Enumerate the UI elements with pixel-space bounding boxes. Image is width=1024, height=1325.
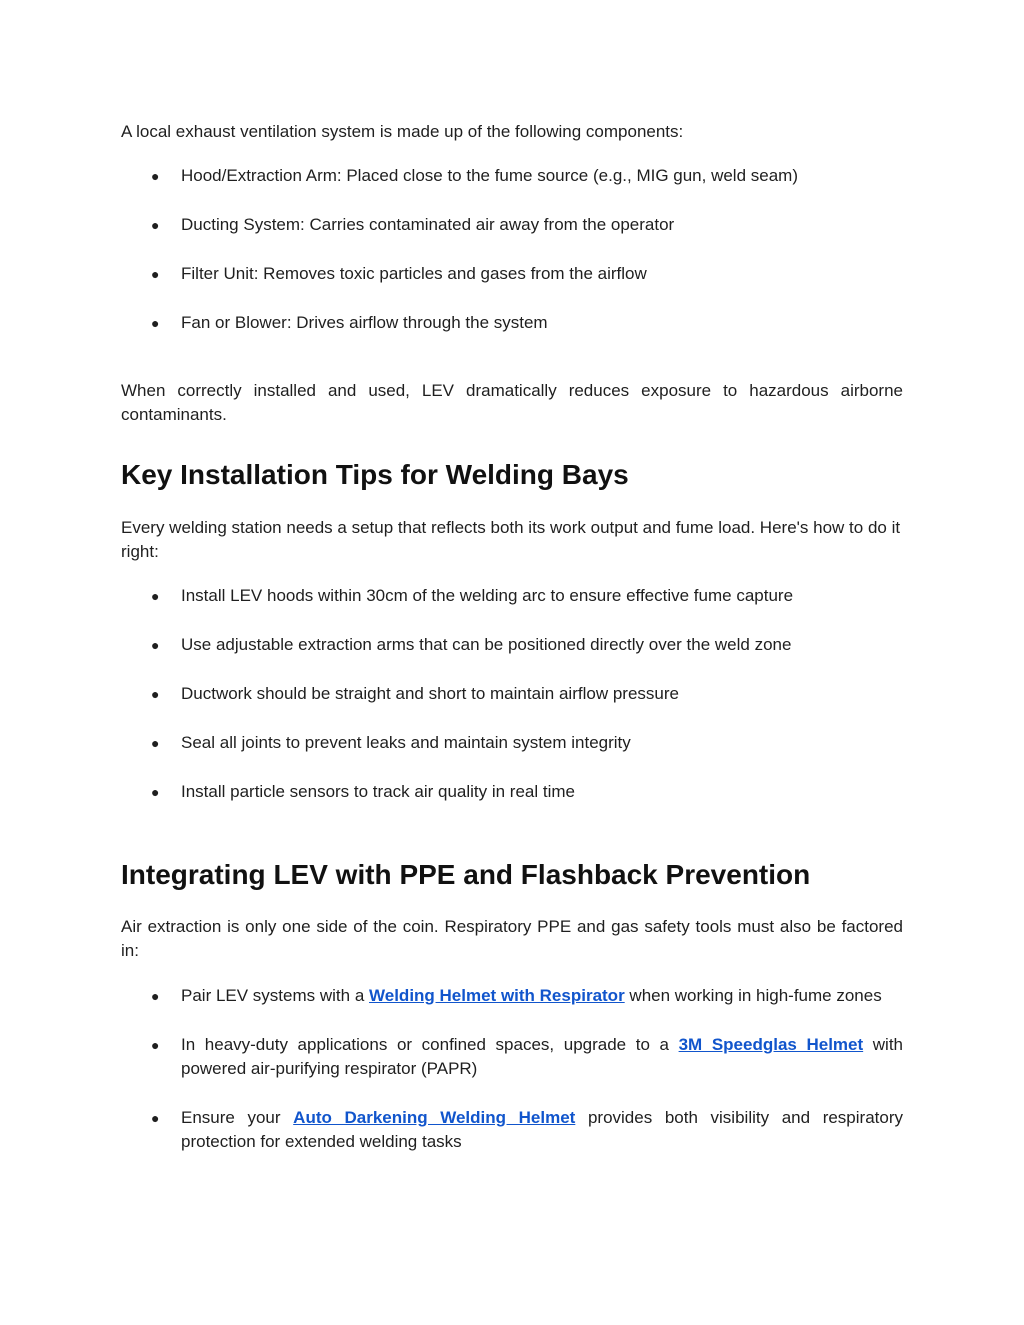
ppe-list: [121, 984, 903, 1154]
list-item: ● Hood/Extraction Arm: Placed close to the fume source (e.g., MIG gun, weld seam): [121, 164, 903, 188]
section-heading-ppe: Integrating LEV with PPE and Flashback Prevention: [121, 859, 811, 890]
components-list: [121, 164, 903, 335]
bullet-icon: ●: [151, 217, 160, 233]
list-item: ● Filter Unit: Removes toxic particles and gases from the airflow: [121, 262, 903, 286]
bullet-icon: ●: [151, 735, 160, 751]
list-item: ● Pair LEV systems with a Welding Helmet with Respirator when working in high-fume zones: [121, 984, 903, 1008]
list-item: ● Fan or Blower: Drives airflow through the system: [121, 311, 903, 335]
ppe-intro-paragraph: Air extraction is only one side of the coin. Respiratory PPE and gas safety tools must also be factored in:: [121, 917, 903, 960]
list-item: ● Ducting System: Carries contaminated air away from the operator: [121, 213, 903, 237]
installation-intro-paragraph: Every welding station needs a setup that reflects both its work output and fume load. Here's how to do it right:: [121, 518, 901, 561]
bullet-icon: ●: [151, 168, 160, 184]
intro-paragraph: A local exhaust ventilation system is made up of the following components:: [121, 122, 684, 141]
speedglas-helmet-link[interactable]: 3M Speedglas Helmet: [678, 1035, 864, 1054]
list-item: ● Use adjustable extraction arms that can be positioned directly over the weld zone: [121, 633, 903, 657]
list-item: ● Install particle sensors to track air quality in real time: [121, 780, 903, 804]
list-item: ● In heavy-duty applications or confined spaces, upgrade to a 3M Speedglas Helmet with powered air-purifying respirator (PAPR): [151, 1035, 903, 1078]
bullet-icon: ●: [151, 686, 160, 702]
bullet-icon: ●: [151, 1037, 160, 1053]
auto-darkening-helmet-link[interactable]: Auto Darkening Welding Helmet: [293, 1108, 576, 1127]
bullet-icon: ●: [151, 637, 160, 653]
section-heading-installation: Key Installation Tips for Welding Bays: [121, 459, 629, 490]
installation-tips-list: [121, 584, 903, 804]
bullet-icon: ●: [151, 784, 160, 800]
bullet-icon: ●: [151, 1110, 160, 1126]
list-item: ● Ductwork should be straight and short to maintain airflow pressure: [121, 682, 903, 706]
list-item: ● Install LEV hoods within 30cm of the welding arc to ensure effective fume capture: [121, 584, 903, 608]
bullet-icon: ●: [151, 988, 160, 1004]
lev-summary-paragraph: When correctly installed and used, LEV dramatically reduces exposure to hazardous airborne contaminants.: [121, 381, 903, 424]
bullet-icon: ●: [151, 266, 160, 282]
welding-helmet-respirator-link[interactable]: Welding Helmet with Respirator: [369, 986, 625, 1005]
bullet-icon: ●: [151, 588, 160, 604]
bullet-icon: ●: [151, 315, 160, 331]
list-item: ● Ensure your Auto Darkening Welding Helmet provides both visibility and respiratory protection for extended welding tasks: [151, 1108, 903, 1151]
list-item: ● Seal all joints to prevent leaks and maintain system integrity: [121, 731, 903, 755]
